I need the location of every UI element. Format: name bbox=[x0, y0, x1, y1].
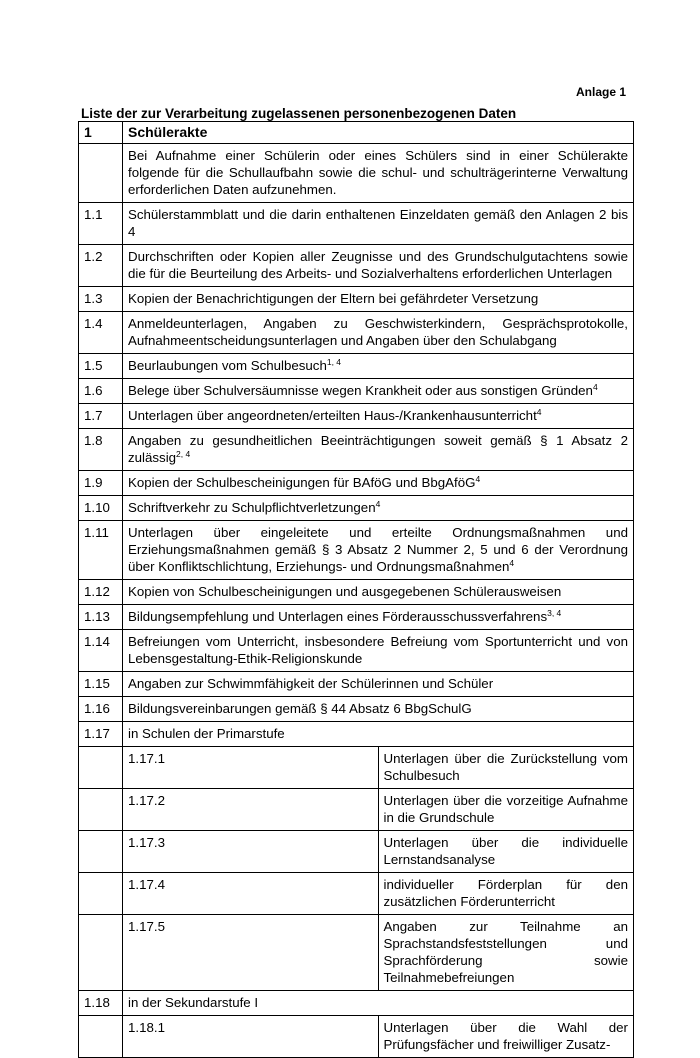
subitem-text: Unterlagen über die Zurückstellung vom Schulbesuch bbox=[378, 747, 634, 789]
subitem-number: 1.17.1 bbox=[123, 747, 379, 789]
item-number: 1.6 bbox=[79, 379, 123, 404]
table-row bbox=[79, 404, 634, 429]
item-text-cell bbox=[123, 672, 634, 697]
item-number: 1.16 bbox=[79, 697, 123, 722]
data-list-table bbox=[78, 121, 634, 1058]
subitem-row bbox=[79, 789, 634, 831]
item-number: 1.1 bbox=[79, 203, 123, 245]
subitem-number: 1.17.2 bbox=[123, 789, 379, 831]
subitem-text: Unterlagen über die Wahl der Prüfungsfächer und freiwilliger Zusatz- bbox=[378, 1016, 634, 1058]
section-title: Schülerakte bbox=[123, 122, 634, 144]
subitem-indent-cell bbox=[79, 915, 123, 991]
subitem-number: 1.17.3 bbox=[123, 831, 379, 873]
item-text-cell bbox=[123, 471, 634, 496]
item-text-cell bbox=[123, 697, 634, 722]
footnote-reference: 2, 4 bbox=[176, 449, 191, 459]
item-text: Befreiungen vom Unterricht, insbesondere Befreiung vom Sportunterricht und von Lebensgestaltung-Ethik-Religionskunde bbox=[128, 634, 628, 666]
item-number: 1.5 bbox=[79, 354, 123, 379]
item-text: Schülerstammblatt und die darin enthaltenen Einzeldaten gemäß den Anlagen 2 bis 4 bbox=[128, 207, 628, 239]
table-row bbox=[79, 630, 634, 672]
item-text-cell bbox=[123, 580, 634, 605]
item-text-cell bbox=[123, 429, 634, 471]
subitem-indent-cell bbox=[79, 831, 123, 873]
table-row bbox=[79, 496, 634, 521]
item-text-cell bbox=[123, 630, 634, 672]
group-text: in der Sekundarstufe I bbox=[123, 991, 634, 1016]
item-text: Kopien von Schulbescheinigungen und ausgegebenen Schülerausweisen bbox=[128, 584, 562, 599]
item-number: 1.7 bbox=[79, 404, 123, 429]
item-number: 1.2 bbox=[79, 245, 123, 287]
table-row bbox=[79, 697, 634, 722]
item-number: 1.10 bbox=[79, 496, 123, 521]
subitem-number: 1.17.4 bbox=[123, 873, 379, 915]
table-row bbox=[79, 580, 634, 605]
item-text: Kopien der Benachrichtigungen der Eltern bei gefährdeter Versetzung bbox=[128, 291, 539, 306]
item-text: Angaben zur Schwimmfähigkeit der Schülerinnen und Schüler bbox=[128, 676, 494, 691]
section-number: 1 bbox=[79, 122, 123, 144]
subitem-number: 1.17.5 bbox=[123, 915, 379, 991]
item-text: Schriftverkehr zu Schulpflichtverletzungen bbox=[128, 500, 376, 515]
annex-label: Anlage 1 bbox=[575, 85, 626, 99]
footnote-reference: 4 bbox=[375, 499, 381, 509]
item-text-cell bbox=[123, 203, 634, 245]
subitem-text: individueller Förderplan für den zusätzlichen Förderunterricht bbox=[378, 873, 634, 915]
intro-text: Bei Aufnahme einer Schülerin oder eines Schülers sind in einer Schülerakte folgende für die Schullaufbahn sowie die schul- und schulträgerinterne Verwaltung erforderlichen Daten aufzunehmen. bbox=[123, 144, 634, 203]
table-row bbox=[79, 471, 634, 496]
item-text-cell bbox=[123, 379, 634, 404]
item-text-cell bbox=[123, 354, 634, 379]
item-number: 1.14 bbox=[79, 630, 123, 672]
item-number: 1.11 bbox=[79, 521, 123, 580]
table-row bbox=[79, 312, 634, 354]
subitem-text: Unterlagen über die individuelle Lernstandsanalyse bbox=[378, 831, 634, 873]
subitem-text: Angaben zur Teilnahme an Sprachstandsfeststellungen und Sprachförderung sowie Teilnahmebefreiungen bbox=[378, 915, 634, 991]
item-text-cell bbox=[123, 496, 634, 521]
group-text: in Schulen der Primarstufe bbox=[123, 722, 634, 747]
item-text: Durchschriften oder Kopien aller Zeugnisse und des Grundschulgutachtens sowie die für die Beurteilung des Arbeits- und Sozialverhaltens erforderlichen Unterlagen bbox=[128, 249, 628, 281]
item-text: Belege über Schulversäumnisse wegen Krankheit oder aus sonstigen Gründen bbox=[128, 383, 593, 398]
group-row bbox=[79, 991, 634, 1016]
item-text: Anmeldeunterlagen, Angaben zu Geschwisterkindern, Gesprächsprotokolle, Aufnahmeentscheidungsunterlagen und Angaben über den Schulabgang bbox=[128, 316, 628, 348]
footnote-reference: 3, 4 bbox=[547, 608, 562, 618]
item-text: Kopien der Schulbescheinigungen für BAföG und BbgAföG bbox=[128, 475, 476, 490]
table-row bbox=[79, 354, 634, 379]
table-row bbox=[79, 379, 634, 404]
table-row bbox=[79, 605, 634, 630]
item-text: Unterlagen über eingeleitete und erteilte Ordnungsmaßnahmen und Erziehungsmaßnahmen gemäß § 3 Absatz 2 Nummer 2, 5 und 6 der Verordnung über Konfliktschlichtung, Erziehungs- und Ordnungsmaßnahmen bbox=[128, 525, 628, 574]
subitem-row bbox=[79, 747, 634, 789]
table-row bbox=[79, 672, 634, 697]
item-text-cell bbox=[123, 521, 634, 580]
item-number: 1.8 bbox=[79, 429, 123, 471]
footnote-reference: 4 bbox=[592, 382, 598, 392]
footnote-reference: 4 bbox=[475, 474, 481, 484]
item-number: 1.9 bbox=[79, 471, 123, 496]
group-number: 1.17 bbox=[79, 722, 123, 747]
item-text-cell bbox=[123, 404, 634, 429]
item-text: Angaben zu gesundheitlichen Beeinträchtigungen soweit gemäß § 1 Absatz 2 zulässig bbox=[128, 433, 628, 465]
group-row bbox=[79, 722, 634, 747]
footnote-reference: 4 bbox=[509, 558, 515, 568]
item-number: 1.12 bbox=[79, 580, 123, 605]
table-row bbox=[79, 203, 634, 245]
group-number: 1.18 bbox=[79, 991, 123, 1016]
subitem-row bbox=[79, 873, 634, 915]
item-text: Bildungsempfehlung und Unterlagen eines Förderausschussverfahrens bbox=[128, 609, 548, 624]
item-text: Bildungsvereinbarungen gemäß § 44 Absatz 6 BbgSchulG bbox=[128, 701, 472, 716]
item-text: Unterlagen über angeordneten/erteilten Haus-/Krankenhausunterricht bbox=[128, 408, 537, 423]
subitem-indent-cell bbox=[79, 747, 123, 789]
item-number: 1.4 bbox=[79, 312, 123, 354]
item-text-cell bbox=[123, 312, 634, 354]
table-row bbox=[79, 521, 634, 580]
intro-number-cell bbox=[79, 144, 123, 203]
intro-row bbox=[79, 144, 634, 203]
item-text-cell bbox=[123, 245, 634, 287]
subitem-text: Unterlagen über die vorzeitige Aufnahme in die Grundschule bbox=[378, 789, 634, 831]
subitem-indent-cell bbox=[79, 873, 123, 915]
subitem-number: 1.18.1 bbox=[123, 1016, 379, 1058]
footnote-reference: 1, 4 bbox=[326, 357, 342, 367]
item-text-cell bbox=[123, 287, 634, 312]
subitem-row bbox=[79, 1016, 634, 1058]
document-heading: Liste der zur Verarbeitung zugelassenen personenbezogenen Daten bbox=[81, 106, 517, 121]
footnote-reference: 4 bbox=[536, 407, 542, 417]
table-row bbox=[79, 429, 634, 471]
data-list-body bbox=[79, 122, 634, 1058]
table-row bbox=[79, 287, 634, 312]
table-row bbox=[79, 245, 634, 287]
item-number: 1.15 bbox=[79, 672, 123, 697]
subitem-indent-cell bbox=[79, 1016, 123, 1058]
item-number: 1.13 bbox=[79, 605, 123, 630]
section-header-row bbox=[79, 122, 634, 144]
item-number: 1.3 bbox=[79, 287, 123, 312]
subitem-row bbox=[79, 831, 634, 873]
item-text: Beurlaubungen vom Schulbesuch bbox=[128, 358, 327, 373]
item-text-cell bbox=[123, 605, 634, 630]
subitem-row bbox=[79, 915, 634, 991]
subitem-indent-cell bbox=[79, 789, 123, 831]
